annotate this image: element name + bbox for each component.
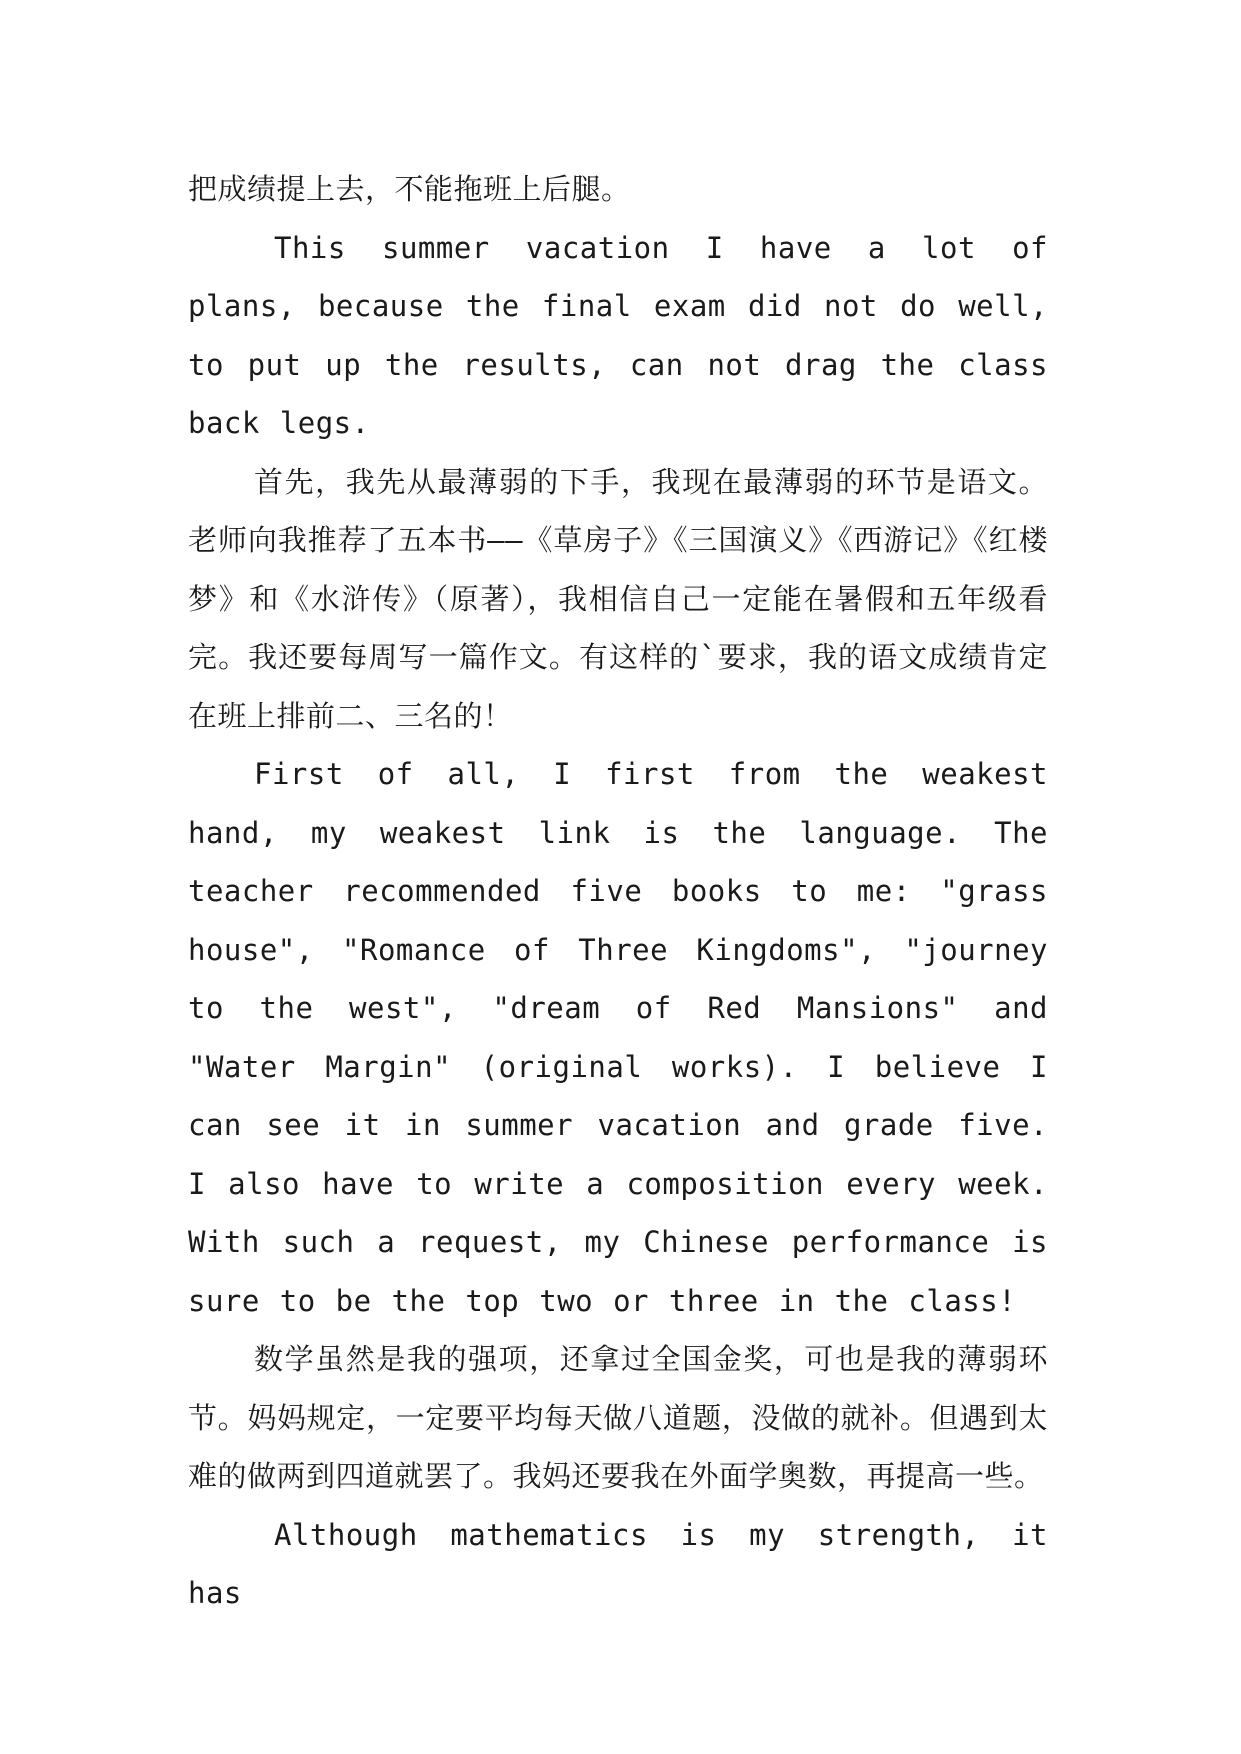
paragraph-2: This summer vacation I have a lot of plans, because the final exam did not do well, to put up the results, can not drag the class back legs. <box>188 230 1048 440</box>
paragraph-6: Although mathematics is my strength, it has <box>188 1517 1048 1610</box>
document-body <box>188 160 1048 1623</box>
paragraph-4: First of all, I first from the weakest hand, my weakest link is the language. The teacher recommended five books to me: "grass house", "Romance of Three Kingdoms", "journey to the west", "dream of Red Mansions" and "Water Margin" (original works). I believe I can see it in summer vacation and grade five. I also have to write a composition every week. With such a request, my Chinese performance is sure to be the top two or three in the class! <box>188 757 1048 1318</box>
paragraph-5: 数学虽然是我的强项，还拿过全国金奖，可也是我的薄弱环节。妈妈规定，一定要平均每天做八道题，没做的就补。但遇到太难的做两到四道就罢了。我妈还要我在外面学奥数，再提高一些。 <box>188 1342 1048 1493</box>
paragraph-3: 首先，我先从最薄弱的下手，我现在最薄弱的环节是语文。老师向我推荐了五本书——《草房子》《三国演义》《西游记》《红楼梦》和《水浒传》（原著），我相信自己一定能在暑假和五年级看完。我还要每周写一篇作文。有这样的`要求，我的语文成绩肯定在班上排前二、三名的！ <box>188 464 1048 733</box>
paragraph-1: 把成绩提上去，不能拖班上后腿。 <box>188 172 631 206</box>
